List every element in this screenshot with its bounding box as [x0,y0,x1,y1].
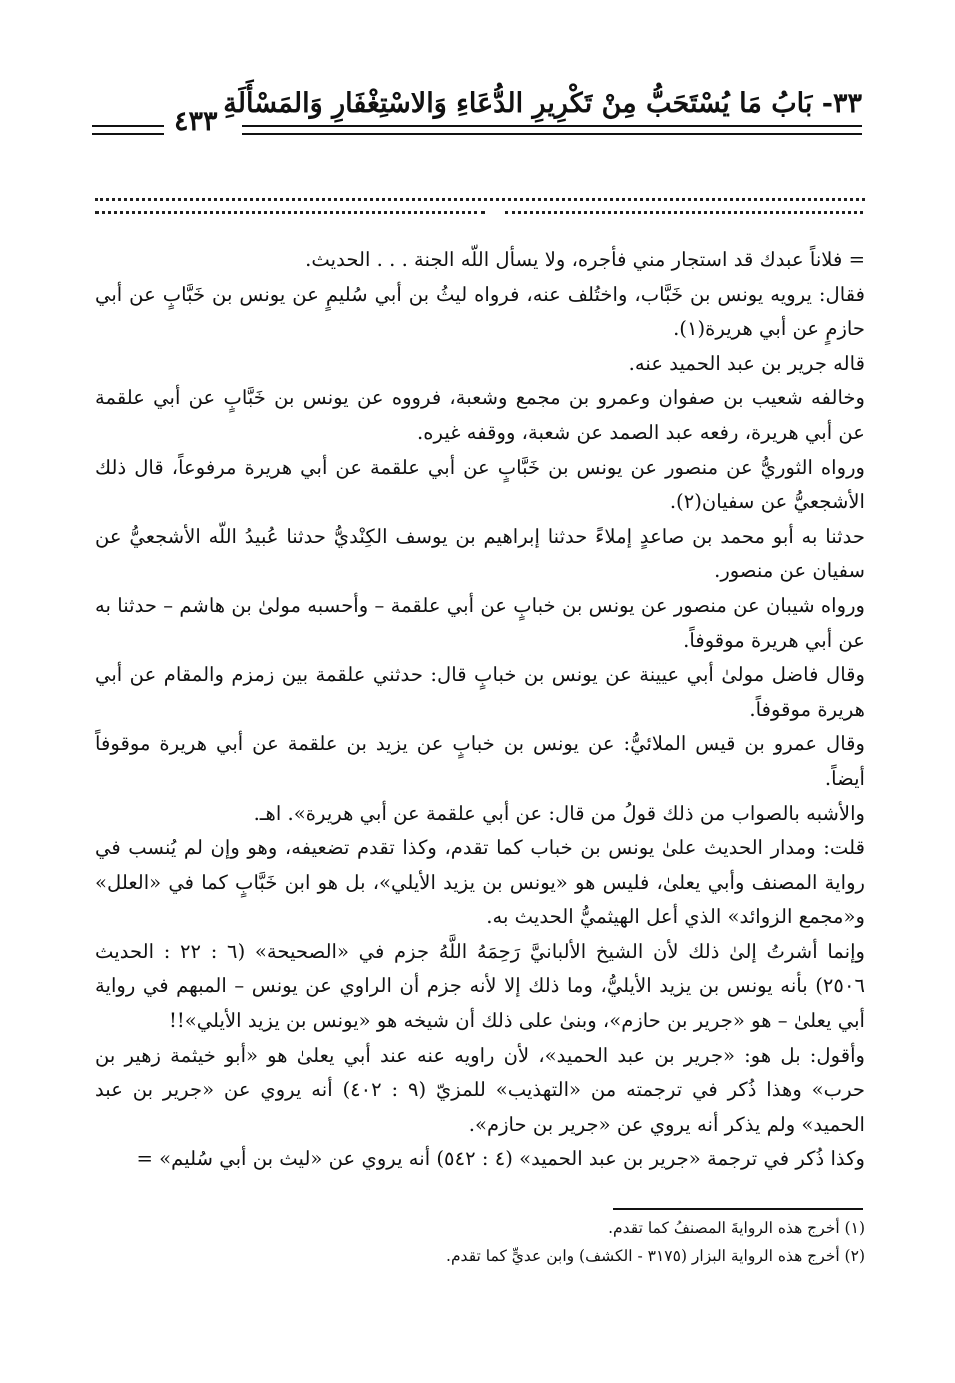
paragraph: ورواه شيبان عن منصور عن يونس بن خبابٍ عن أبي علقمة – وأحسبه مولىٰ بن هاشم – حدثنا به عن أبي هريرة موقوفاً. [95,593,865,652]
chapter-title: ٣٣- بَابُ مَا يُسْتَحَبُّ مِنْ تَكْرِيرِ الدُّعَاءِ وَالاسْتِغْفَارِ وَالمَسْأَلَةِ [223,88,862,119]
paragraph: وإنما أشرتُ إلىٰ ذلك لأن الشيخ الألبانيَّ رَحِمَهُ اللَّهُ جزم في «الصحيحة» (٦ : ٢٢ : الحديث ٢٥٠٦) بأنه يونس بن يزيد الأيليُّ، وما ذلك إلا لأنه جزم أن الراوي عن يونس – المبهم في رواية أبي يعلىٰ – هو «جرير بن حازم»، وبنىٰ على ذلك أن شيخه هو «يونس بن يزيد الأيلي»!! [95,939,865,1033]
paragraph: وأقول: بل هو: «جرير بن عبد الحميد»، لأن راويه عنه عند أبي يعلىٰ هو «أبو خيثمة زهير بن حرب» وهذا ذُكر في ترجمته من «التهذيب» للمزيّ (٩ : ٤٠٢) أنه يروي عن «جرير بن عبد الحميد» ولم يذكر أنه يروي عن «جرير بن حازم». [95,1043,865,1136]
page-number: ٤٣٣ [174,106,218,137]
paragraph: فقال: يرويه يونس بن خَبَّاب، واختُلف عنه، فرواه ليثُ بن أبي سُليمٍ عن يونس بن خَبَّابٍ عن أبي حازمٍ عن أبي هريرة(١). [95,282,865,341]
paragraph: = فلاناً عبدك قد استجار مني فأجره، ولا يسأل اللّه الجنة . . . الحديث. [305,248,865,271]
paragraph: قلت: ومدار الحديث علىٰ يونس بن خباب كما تقدم، وكذا تقدم تضعيفه، وهو وإن لم يُنسب في رواية المصنف وأبي يعلىٰ، فليس هو «يونس بن يزيد الأيلي»، بل هو ابن خَبَّابٍ كما في «العلل» و«مجمع الزوائد» الذي أعل الهيثميُّ الحديث به. [95,836,865,929]
paragraph: والأشبه بالصواب من ذلك قولُ من قال: عن أبي علقمة عن أبي هريرة». اهـ. [253,801,865,825]
dotted-separator [95,211,485,214]
footnotes [95,1214,865,1270]
footnote: (١) أخرج هذه الروايةَ المصنفُ كما تقدم. [608,1219,865,1237]
header-rule-right [242,125,862,135]
dotted-separator [95,198,865,201]
paragraph: وقال فاضل مولىٰ أبي عيينة عن يونس بن خبابٍ قال: حدثني علقمة بين زمزم والمقام عن أبي هريرة موقوفاً. [95,663,865,721]
paragraph: وخالفه شعيب بن صفوان وعمرو بن مجمع وشعبة، فرووه عن يونس بن خَبَّابٍ عن أبي علقمة عن أبي هريرة، رفعه عبد الصمد عن شعبة، ووقفه غيره. [95,386,865,444]
header-rule-left [92,125,164,135]
main-text [95,243,865,1177]
paragraph: وكذا ذُكر في ترجمة «جرير بن عبد الحميد» (٤ : ٥٤٢) أنه يروي عن «ليث بن أبي سُليم» = [136,1147,865,1171]
dotted-separator [505,211,863,214]
footnote: (٢) أخرج هذه الرواية البزار (٣١٧٥ - الكشف) وابن عديٍّ كما تقدم. [446,1247,865,1265]
paragraph: حدثنا به أبو محمد بن صاعدٍ إملاءً حدثنا إبراهيم بن يوسف الكِنْديُّ حدثنا عُبيدُ اللّه الأشجعيُّ عن سفيان عن منصور. [95,524,865,583]
footnote-separator [613,1208,863,1210]
paragraph: وقال عمرو بن قيس الملائيُّ: عن يونس بن خبابٍ عن يزيد بن علقمة عن أبي هريرة موقوفاً أيضاً. [95,732,865,790]
paragraph: ورواه الثوريُّ عن منصور عن يونس بن خَبَّابٍ عن أبي علقمة عن أبي هريرة مرفوعاً، قال ذلك الأشجعيُّ عن سفيان(٢). [95,455,865,514]
page-header [92,88,862,158]
paragraph: قاله جرير بن عبد الحميد عنه. [628,351,865,375]
